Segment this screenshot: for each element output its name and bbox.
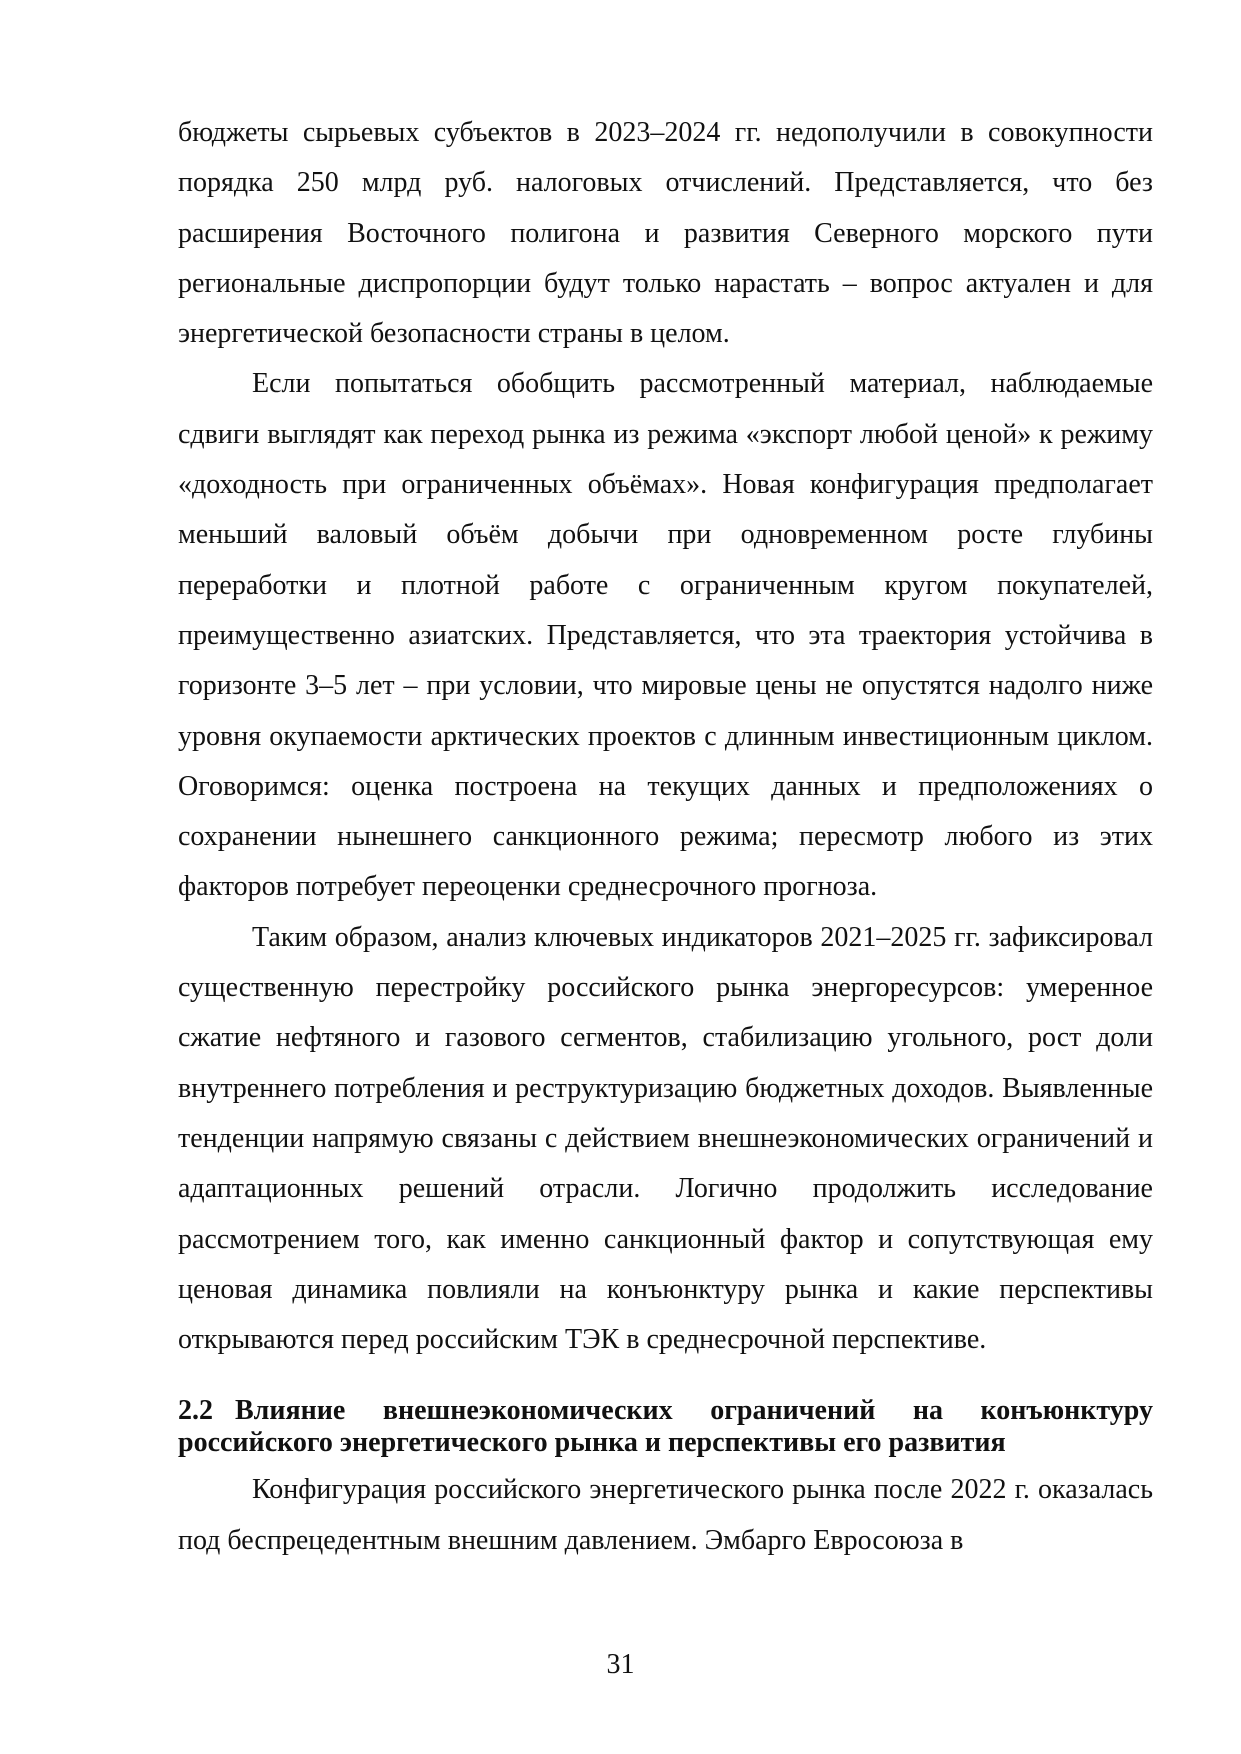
body-paragraph-4: Конфигурация российского энергетического рынка после 2022 г. оказалась под беспрецедентным внешним давлением. Эмбарго Евросоюза в [178,1474,1153,1556]
page-body [178,108,1153,1566]
body-paragraph-2: Если попытаться обобщить рассмотренный материал, наблюдаемые сдвиги выглядят как переход рынка из режима «экспорт любой ценой» к режиму «доходность при ограниченных объёмах». Новая конфигурация предполагает меньший валовый объём добычи при одновременном росте глубины переработки и плотной работе с ограниченным кругом покупателей, преимущественно азиатских. Представляется, что эта траектория устойчива в горизонте 3–5 лет – при условии, что мировые цены не опустятся надолго ниже уровня окупаемости арктических проектов с длинным инвестиционным циклом. Оговоримся: оценка построена на текущих данных и предположениях о сохранении нынешнего санкционного режима; пересмотр любого из этих факторов потребует переоценки среднесрочного прогноза. [178,368,1153,903]
section-title: Влияние внешнеэкономических ограничений на конъюнктуру российского энергетического рынка и перспективы его развития [178,1395,1153,1459]
body-paragraph-3: Таким образом, анализ ключевых индикаторов 2021–2025 гг. зафиксировал существенную перестройку российского рынка энергоресурсов: умеренное сжатие нефтяного и газового сегментов, стабилизацию угольного, рост доли внутреннего потребления и реструктуризацию бюджетных доходов. Выявленные тенденции напрямую связаны с действием внешнеэкономических ограничений и адаптационных решений отрасли. Логично продолжить исследование рассмотрением того, как именно санкционный фактор и сопутствующая ему ценовая динамика повлияли на конъюнктуру рынка и какие перспективы открываются перед российским ТЭК в среднесрочной перспективе. [178,921,1153,1356]
page-number: 31 [606,1649,635,1680]
section-heading [178,1395,1153,1459]
body-paragraph-1: бюджеты сырьевых субъектов в 2023–2024 гг. недополучили в совокупности порядка 250 млрд руб. налоговых отчислений. Представляется, что без расширения Восточного полигона и развития Северного морского пути региональные диспропорции будут только нарастать – вопрос актуален и для энергетической безопасности страны в целом. [178,117,1153,350]
section-number: 2.2 [178,1395,213,1427]
